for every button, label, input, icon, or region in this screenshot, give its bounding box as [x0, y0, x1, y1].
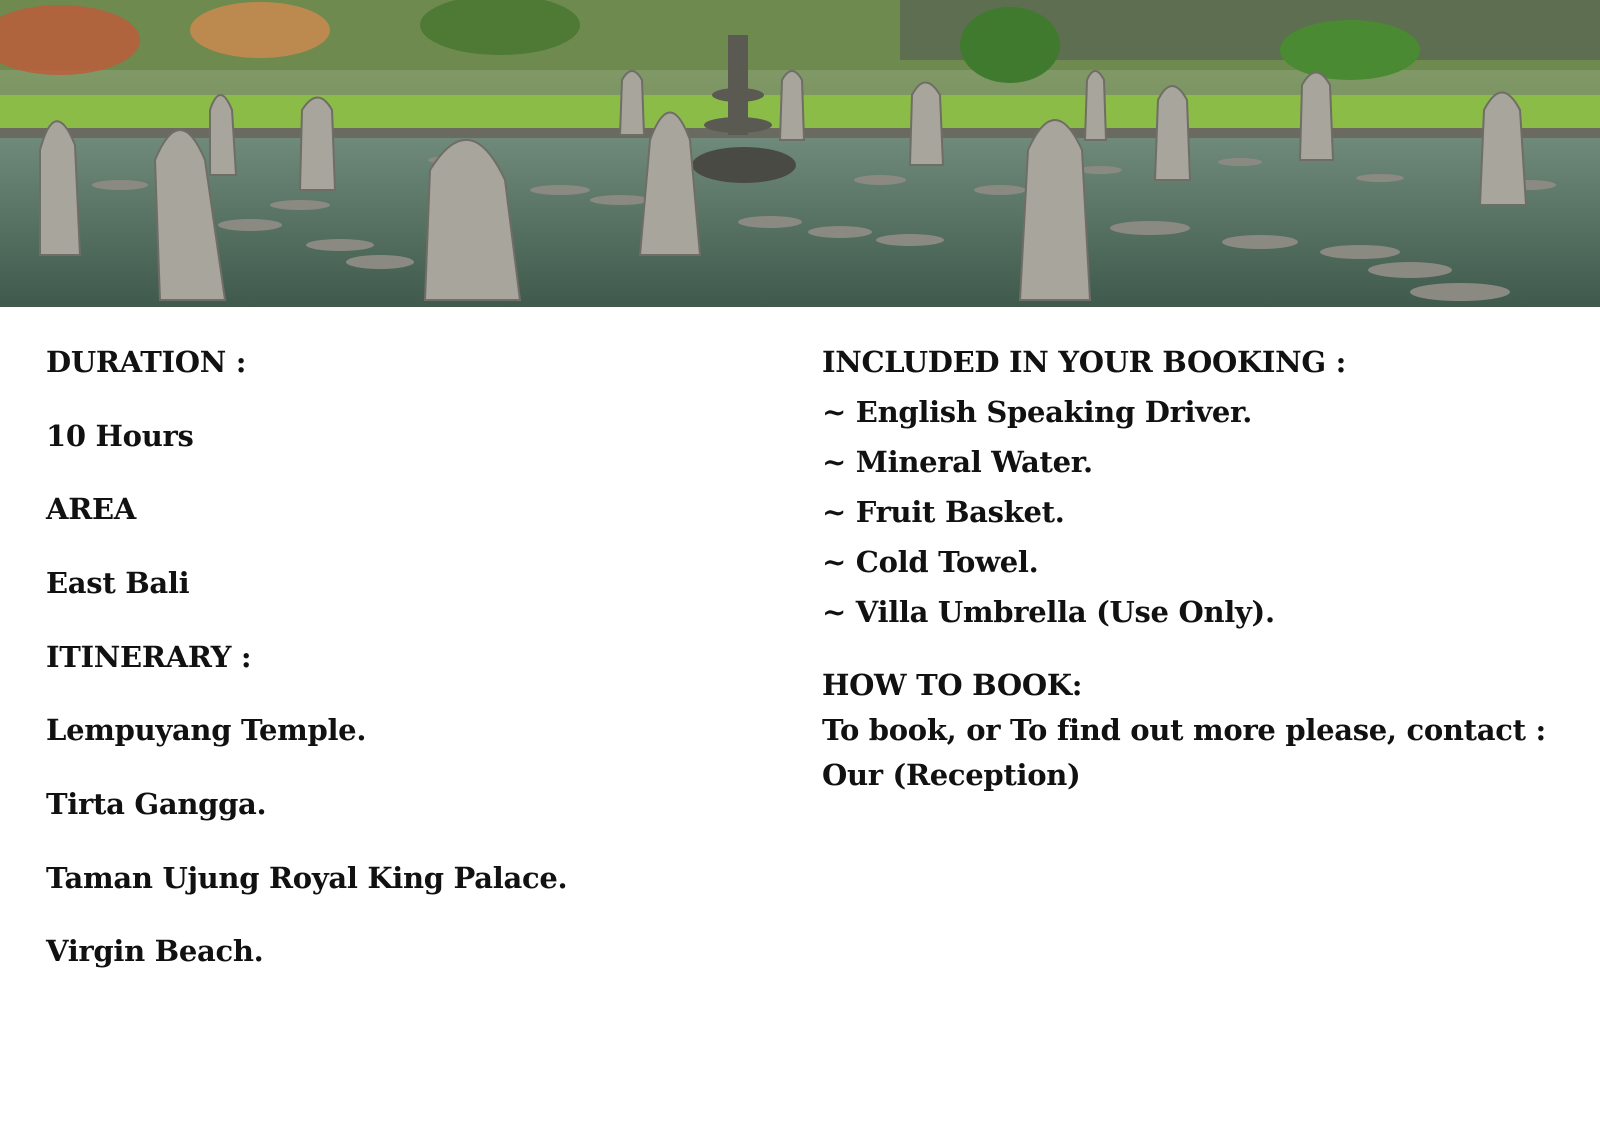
duration-heading: DURATION :	[46, 345, 247, 379]
itinerary-item: Tirta Gangga.	[46, 787, 267, 821]
area-heading: AREA	[46, 492, 137, 526]
included-item: ~ Villa Umbrella (Use Only).	[822, 595, 1275, 629]
hero-image	[0, 0, 1600, 307]
included-item: ~ Mineral Water.	[822, 445, 1093, 479]
how-to-book-contact: Our (Reception)	[822, 758, 1081, 792]
water-garden-photo	[0, 0, 1600, 307]
included-item: ~ English Speaking Driver.	[822, 395, 1253, 429]
included-item: ~ Fruit Basket.	[822, 495, 1065, 529]
included-item: ~ Cold Towel.	[822, 545, 1039, 579]
included-heading: INCLUDED IN YOUR BOOKING :	[822, 345, 1346, 379]
itinerary-heading: ITINERARY :	[46, 640, 252, 674]
how-to-book-text: To book, or To find out more please, contact :	[822, 713, 1546, 747]
itinerary-item: Virgin Beach.	[46, 934, 264, 968]
itinerary-item: Lempuyang Temple.	[46, 713, 367, 747]
itinerary-item: Taman Ujung Royal King Palace.	[46, 861, 568, 895]
how-to-book-heading: HOW TO BOOK:	[822, 668, 1083, 702]
area-value: East Bali	[46, 566, 190, 600]
duration-value: 10 Hours	[46, 419, 194, 453]
